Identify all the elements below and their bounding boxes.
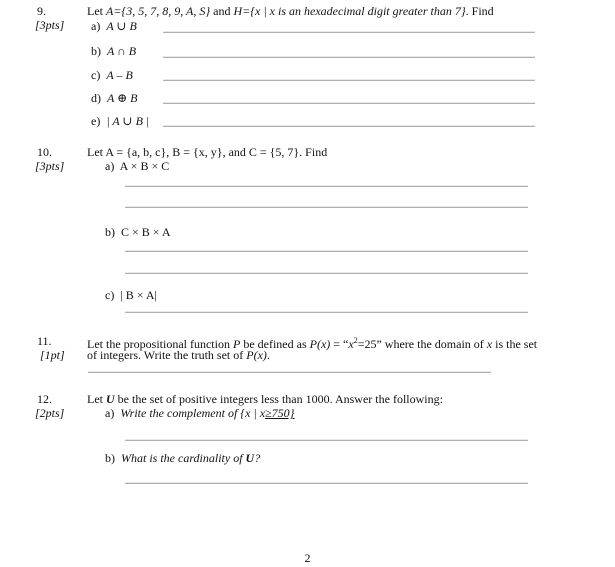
q10-c-answer-line[interactable]	[125, 312, 528, 313]
q12-a-answer-line[interactable]	[125, 440, 528, 441]
q12-stem: Let U be the set of positive integers less than 1000. Answer the following:	[87, 392, 443, 406]
q9-part-b: b) A ∩ B	[91, 44, 137, 58]
q11-stem-line-2: of integers. Write the truth set of P(x).	[87, 348, 270, 362]
q12-part-b: b) What is the cardinality of U?	[105, 451, 261, 465]
q11-stem-line-1: Let the propositional function P be defined as $P(x) = “x^2=25$” where the domain of x is the set	[87, 336, 538, 351]
q10-part-a: a) A × B × C	[105, 159, 170, 173]
q10-a-answer-line-2[interactable]	[125, 207, 528, 208]
q9-b-answer-line[interactable]	[163, 57, 535, 58]
q12-points: [2pts]	[35, 406, 65, 420]
q10-b-answer-line-2[interactable]	[125, 273, 528, 274]
q12-part-a: a) Write the complement of {x | x≥750}	[105, 406, 295, 420]
q9-part-e: e) | A ∪ B |	[91, 114, 150, 128]
q11-points: [1pt]	[40, 348, 65, 362]
q9-c-answer-line[interactable]	[163, 80, 535, 81]
q10-b-answer-line-1[interactable]	[125, 251, 528, 252]
q9-points: [3pts]	[35, 18, 65, 32]
q10-a-answer-line-1[interactable]	[125, 186, 528, 187]
q9-part-a: a) A ∪ B	[91, 19, 137, 33]
q9-e-answer-line[interactable]	[163, 126, 535, 127]
q11-number: 11.	[37, 334, 52, 348]
q11-answer-line[interactable]	[88, 372, 491, 373]
q12-number: 12.	[37, 392, 52, 406]
q10-number: 10.	[37, 145, 52, 159]
q10-part-c: c) | B × A|	[105, 288, 157, 302]
q9-stem: Let A={3, 5, 7, 8, 9, A, S} and H={x | x is an hexadecimal digit greater than 7}. Find	[87, 4, 494, 18]
q9-part-c: c) A – B	[91, 68, 133, 82]
q12-b-answer-line[interactable]	[125, 483, 528, 484]
q9-number: 9.	[37, 4, 46, 18]
q10-stem: Let A = {a, b, c}, B = {x, y}, and C = {5, 7}. Find	[87, 145, 328, 159]
q10-points: [3pts]	[35, 159, 65, 173]
q9-d-answer-line[interactable]	[163, 103, 535, 104]
q10-part-b: b) C × B × A	[105, 225, 171, 239]
q9-part-d: d) A ⊕ B	[91, 91, 138, 105]
page-number: 2	[304, 551, 311, 565]
q9-a-answer-line[interactable]	[163, 32, 535, 33]
